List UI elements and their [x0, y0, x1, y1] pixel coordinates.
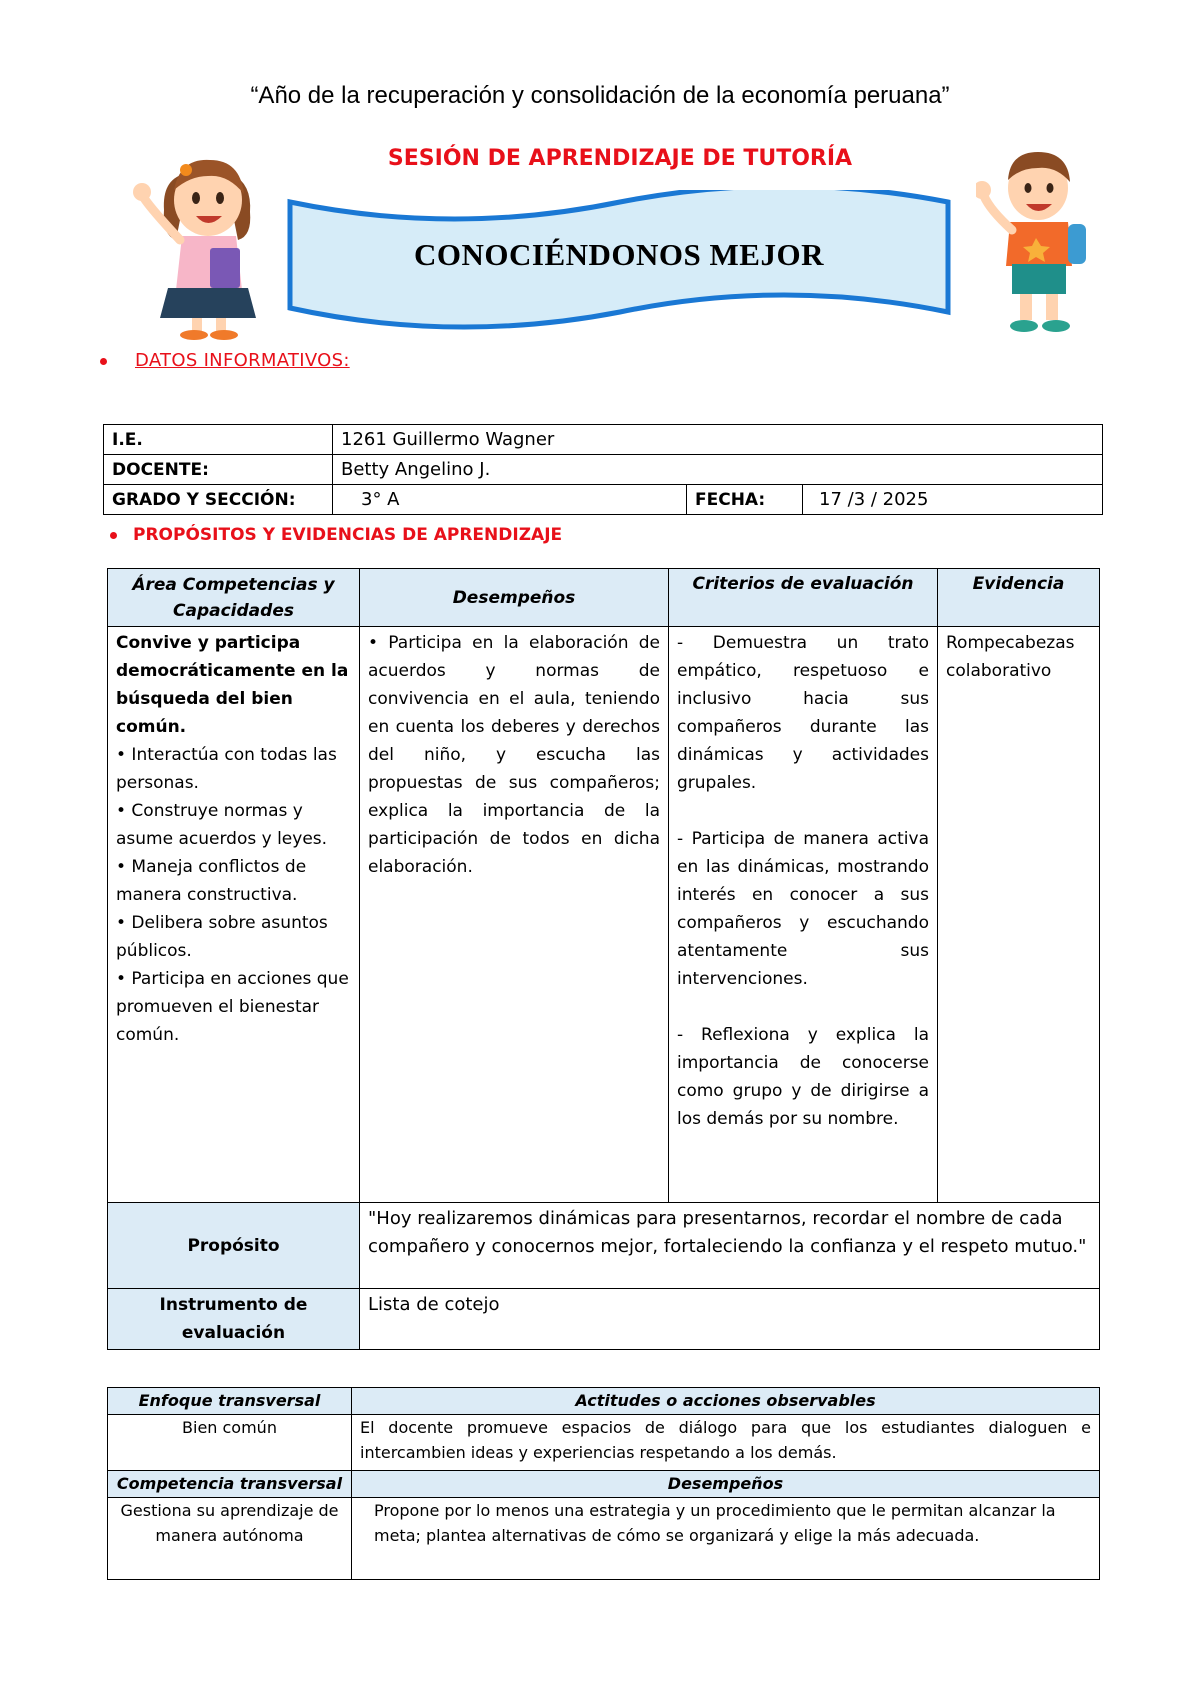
header-desempenos: Desempeños: [360, 569, 669, 627]
docente-value: Betty Angelino J.: [333, 455, 1103, 485]
table-row: [108, 1203, 1100, 1289]
capacidad-item: • Delibera sobre asuntos públicos.: [116, 913, 328, 961]
capacidad-item: • Interactúa con todas las personas.: [116, 745, 337, 793]
table-row: [108, 1415, 1100, 1471]
header-actitudes: Actitudes o acciones observables: [352, 1388, 1100, 1415]
desempeno-trans-value: Propone por lo menos una estrategia y un procedimiento que le permitan alcanzar la meta; plantea alternativas de cómo se organizará y elige la más adecuada.: [352, 1498, 1100, 1580]
propositos-heading: [110, 525, 562, 545]
criterio-item: - Reflexiona y explica la importancia de conocerse como grupo y de dirigirse a los demás por su nombre.: [677, 1025, 929, 1129]
evidencia-cell: Rompecabezas colaborativo: [938, 627, 1100, 1203]
header-desempenos-trans: Desempeños: [352, 1471, 1100, 1498]
learning-table: [107, 568, 1100, 1350]
banner-title: CONOCIÉNDONOS MEJOR: [414, 237, 824, 272]
instrumento-label: Instrumento de evaluación: [108, 1289, 360, 1350]
ie-label: I.E.: [104, 425, 333, 455]
header-competencia: Competencia transversal: [108, 1471, 352, 1498]
table-row: [104, 455, 1103, 485]
datos-label: DATOS INFORMATIVOS:: [135, 350, 350, 371]
table-header-row: [108, 569, 1100, 627]
header-criterios: Criterios de evaluación: [669, 569, 938, 627]
info-table: [103, 424, 1103, 515]
grado-label: GRADO Y SECCIÓN:: [104, 485, 333, 515]
proposito-text: "Hoy realizaremos dinámicas para presentarnos, recordar el nombre de cada compañero y conocernos mejor, fortaleciendo la confianza y el respeto mutuo.": [360, 1203, 1100, 1289]
table-row: [108, 1498, 1100, 1580]
transversal-table: [107, 1387, 1100, 1580]
bullet-icon: [110, 532, 117, 539]
propositos-label: PROPÓSITOS Y EVIDENCIAS DE APRENDIZAJE: [133, 525, 563, 545]
proposito-label: Propósito: [108, 1203, 360, 1289]
enfoque-value: Bien común: [108, 1415, 352, 1471]
header-area: Área Competencias y Capacidades: [108, 569, 360, 627]
header-enfoque: Enfoque transversal: [108, 1388, 352, 1415]
table-row: [108, 627, 1100, 1203]
desempeno-cell: • Participa en la elaboración de acuerdos y normas de convivencia en el aula, teniendo en cuenta los deberes y derechos del niño, y escucha las propuestas de sus compañeros; explica la importancia de la participación de todos en dicha elaboración.: [360, 627, 669, 1203]
competencia-value: Gestiona su aprendizaje de manera autónoma: [108, 1498, 352, 1580]
capacidad-item: • Participa en acciones que promueven el bienestar común.: [116, 969, 349, 1045]
criterios-cell: [669, 627, 938, 1203]
capacidad-item: • Maneja conflictos de manera constructiva.: [116, 857, 307, 905]
actitud-value: El docente promueve espacios de diálogo para que los estudiantes dialoguen e intercambien ideas y experiencias respetando a los demás.: [352, 1415, 1100, 1471]
table-header-row: [108, 1471, 1100, 1498]
table-row: [104, 425, 1103, 455]
fecha-value: 17 /3 / 2025: [803, 485, 1103, 515]
datos-heading: [100, 350, 350, 371]
capacidad-item: • Construye normas y asume acuerdos y leyes.: [116, 801, 328, 849]
table-row: [108, 1289, 1100, 1350]
bullet-icon: [100, 358, 107, 365]
area-cell: [108, 627, 360, 1203]
table-header-row: [108, 1388, 1100, 1415]
instrumento-text: Lista de cotejo: [360, 1289, 1100, 1350]
criterio-item: - Demuestra un trato empático, respetuoso e inclusivo hacia sus compañeros durante las dinámicas y actividades grupales.: [677, 633, 929, 793]
competencia-text: Convive y participa democráticamente en la búsqueda del bien común.: [116, 633, 349, 737]
docente-label: DOCENTE:: [104, 455, 333, 485]
header-evidencia: Evidencia: [938, 569, 1100, 627]
fecha-label: FECHA:: [687, 485, 803, 515]
ie-value: 1261 Guillermo Wagner: [333, 425, 1103, 455]
session-title: SESIÓN DE APRENDIZAJE DE TUTORÍA: [387, 146, 853, 171]
grado-value: 3° A: [333, 485, 687, 515]
table-row: [104, 485, 1103, 515]
criterio-item: - Participa de manera activa en las dinámicas, mostrando interés en conocer a sus compañeros y escuchando atentamente sus intervenciones.: [677, 829, 929, 989]
year-title: “Año de la recuperación y consolidación de la economía peruana”: [250, 82, 950, 109]
